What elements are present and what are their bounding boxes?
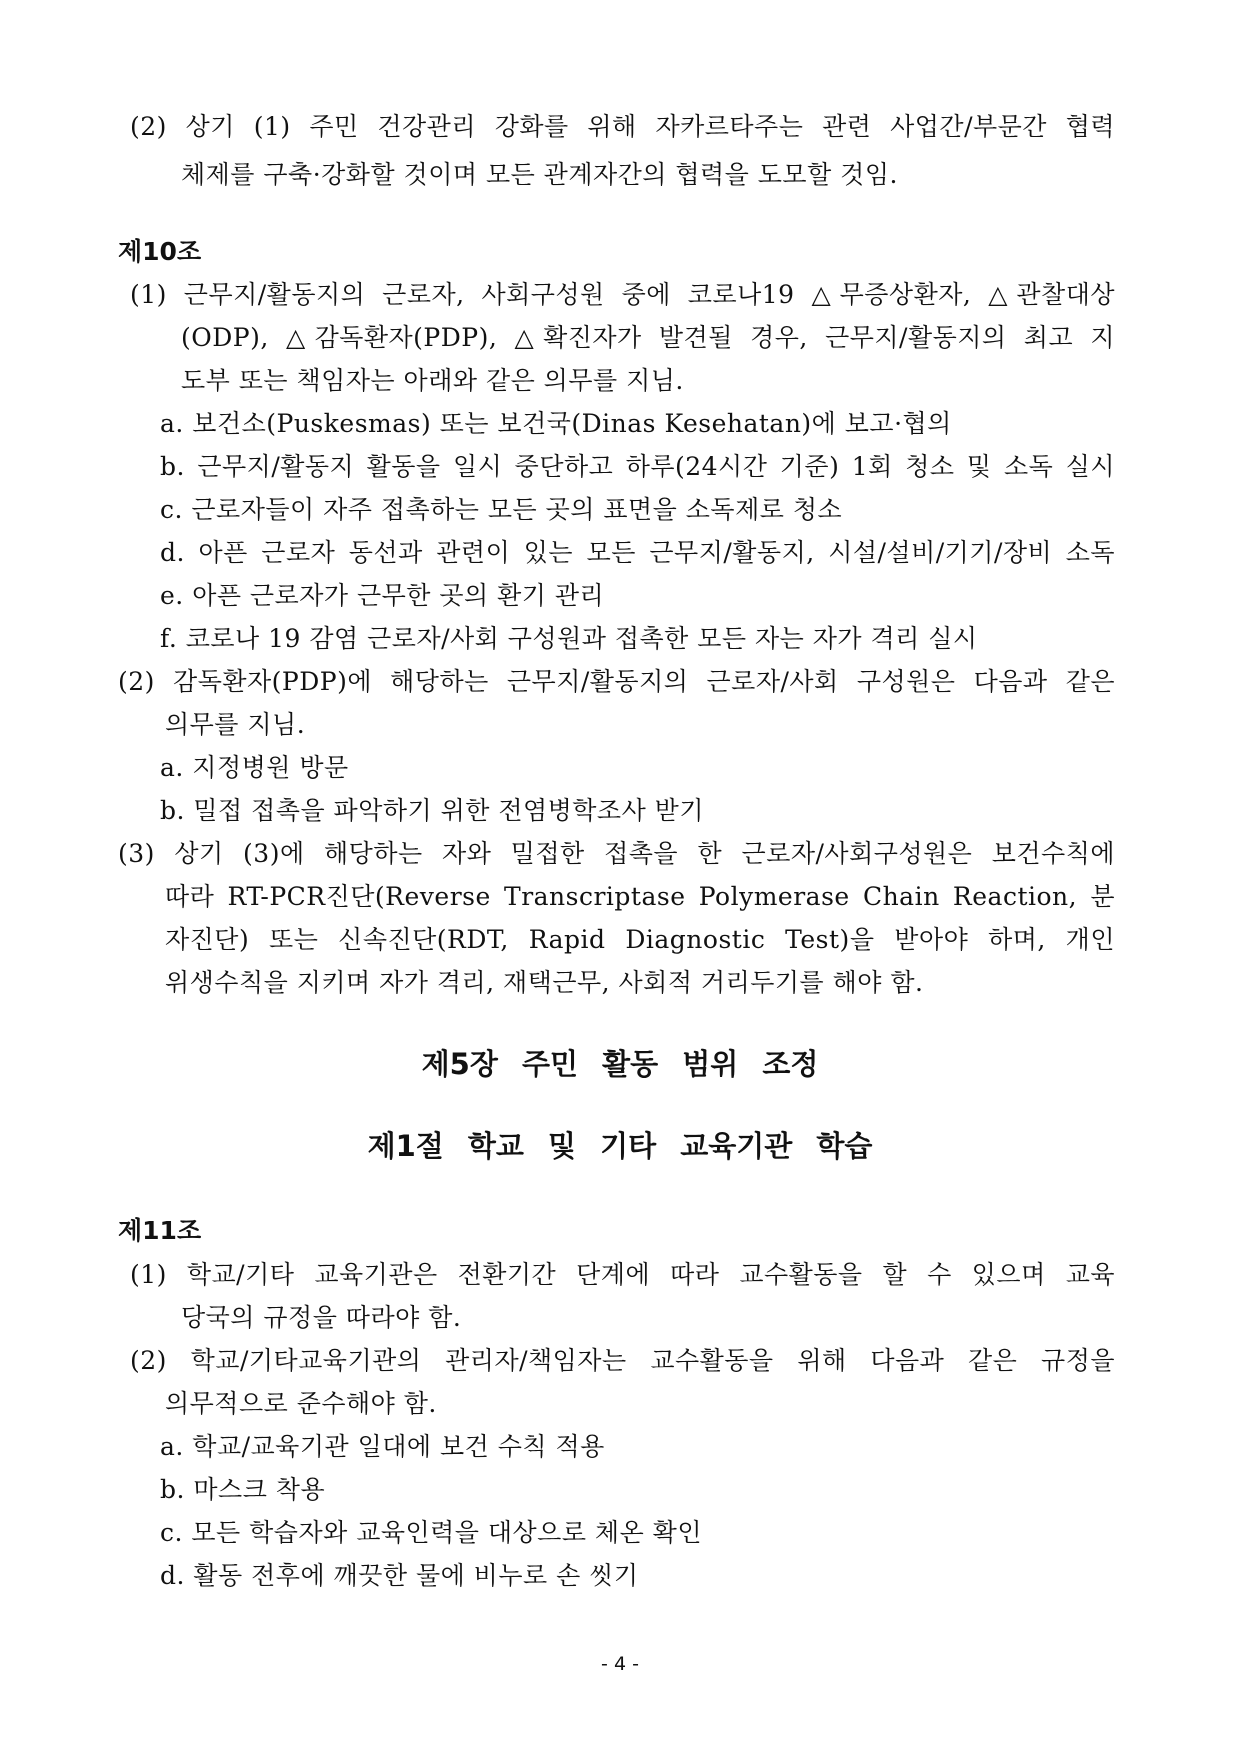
article-10-p2-item-a: a. 지정병원 방문 xyxy=(160,753,349,782)
article-10-p2-line-1: (2) 감독환자(PDP)에 해당하는 근무지/활동지의 근로자/사회 구성원은 다음과 같은 xyxy=(118,667,1115,696)
article-10-item-f: f. 코로나 19 감염 근로자/사회 구성원과 접촉한 모든 자는 자가 격리 실시 xyxy=(160,624,978,653)
article-10-item-e: e. 아픈 근로자가 근무한 곳의 환기 관리 xyxy=(160,581,605,610)
article-10-item-a: a. 보건소(Puskesmas) 또는 보건국(Dinas Kesehatan)에 보고·협의 xyxy=(160,409,952,438)
article-11-item-d: d. 활동 전후에 깨끗한 물에 비누로 손 씻기 xyxy=(160,1561,639,1590)
article-10-p1-line-3: 도부 또는 책임자는 아래와 같은 의무를 지님. xyxy=(181,366,684,395)
chapter-5-title: 제5장 주민 활동 범위 조정 xyxy=(421,1047,819,1081)
article-11-p2-line-2: 의무적으로 준수해야 함. xyxy=(165,1389,437,1418)
article-10-item-c: c. 근로자들이 자주 접촉하는 모든 곳의 표면을 소독제로 청소 xyxy=(160,495,843,524)
article-10-p3-line-3: 자진단) 또는 신속진단(RDT, Rapid Diagnostic Test)을 받아야 하며, 개인 xyxy=(165,925,1115,954)
page-number: - 4 - xyxy=(601,1653,639,1675)
article-11-item-b: b. 마스크 착용 xyxy=(160,1475,326,1504)
article-10-item-b: b. 근무지/활동지 활동을 일시 중단하고 하루(24시간 기준) 1회 청소 및 소독 실시 xyxy=(160,452,1115,481)
article-11-item-a: a. 학교/교육기관 일대에 보건 수칙 적용 xyxy=(160,1432,605,1461)
intro-line-2: 체제를 구축·강화할 것이며 모든 관계자간의 협력을 도모할 것임. xyxy=(181,160,898,189)
article-10-heading: 제10조 xyxy=(118,237,202,266)
article-11-item-c: c. 모든 학습자와 교육인력을 대상으로 체온 확인 xyxy=(160,1518,702,1547)
article-10-p1-line-2: (ODP), △감독환자(PDP), △확진자가 발견될 경우, 근무지/활동지의 최고 지 xyxy=(181,323,1115,352)
article-10-p1-line-1: (1) 근무지/활동지의 근로자, 사회구성원 중에 코로나19 △무증상환자, △관찰대상 xyxy=(130,280,1115,309)
article-10-p2-line-2: 의무를 지님. xyxy=(165,710,306,739)
article-10-p3-line-4: 위생수칙을 지키며 자가 격리, 재택근무, 사회적 거리두기를 해야 함. xyxy=(165,968,924,997)
article-11-heading: 제11조 xyxy=(118,1216,202,1245)
article-11-p2-line-1: (2) 학교/기타교육기관의 관리자/책임자는 교수활동을 위해 다음과 같은 규정을 xyxy=(130,1346,1115,1375)
article-11-p1-line-1: (1) 학교/기타 교육기관은 전환기간 단계에 따라 교수활동을 할 수 있으며 교육 xyxy=(130,1260,1115,1289)
intro-line-1: (2) 상기 (1) 주민 건강관리 강화를 위해 자카르타주는 관련 사업간/부문간 협력 xyxy=(130,112,1115,141)
section-1-title: 제1절 학교 및 기타 교육기관 학습 xyxy=(367,1129,873,1163)
article-10-item-d: d. 아픈 근로자 동선과 관련이 있는 모든 근무지/활동지, 시설/설비/기기/장비 소독 xyxy=(160,538,1115,567)
article-10-p2-item-b: b. 밀접 접촉을 파악하기 위한 전염병학조사 받기 xyxy=(160,796,704,825)
article-10-p3-line-1: (3) 상기 (3)에 해당하는 자와 밀접한 접촉을 한 근로자/사회구성원은 보건수칙에 xyxy=(118,839,1115,868)
article-10-p3-line-2: 따라 RT-PCR진단(Reverse Transcriptase Polymerase Chain Reaction, 분 xyxy=(165,882,1115,911)
article-11-p1-line-2: 당국의 규정을 따라야 함. xyxy=(181,1303,462,1332)
